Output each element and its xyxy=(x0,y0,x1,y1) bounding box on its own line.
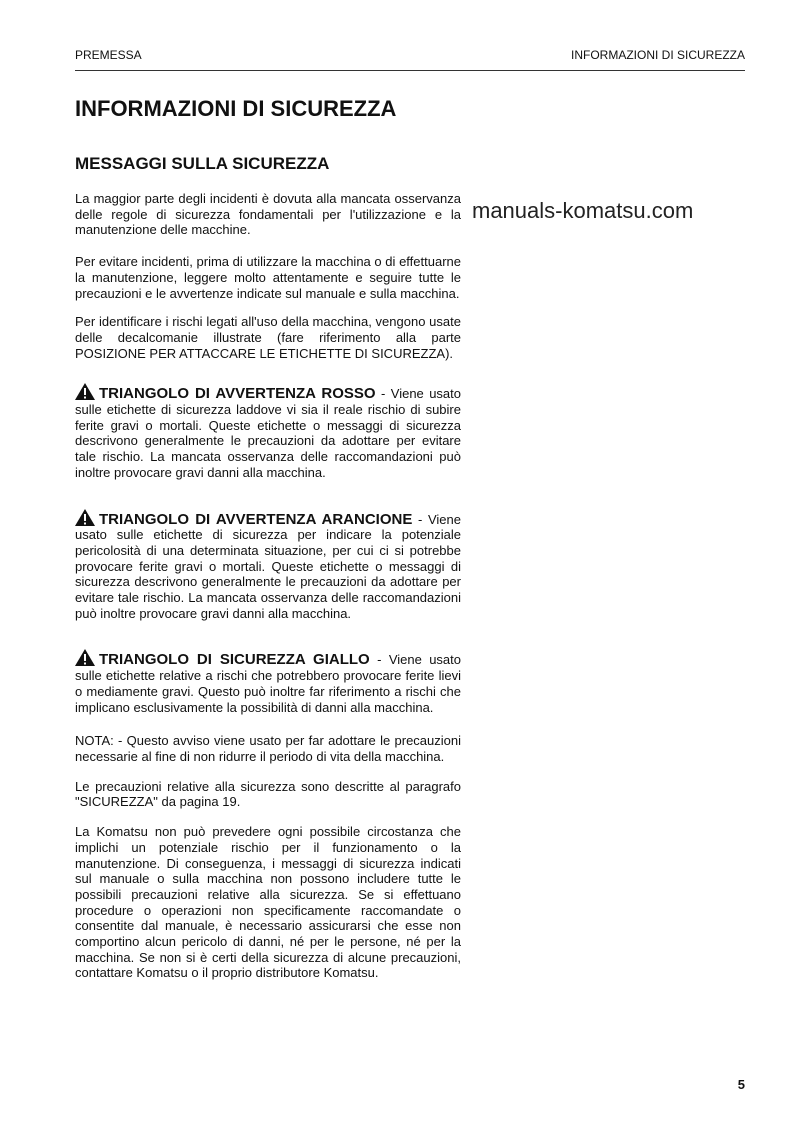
body-text xyxy=(75,191,461,981)
header-divider xyxy=(75,70,745,71)
paragraph-intro: La maggior parte degli incidenti è dovuta alla mancata osservanza delle regole di sicurezza fondamentali per l'utilizzazione e la manutenzione delle macchine. xyxy=(75,191,461,238)
section-title: MESSAGGI SULLA SICUREZZA xyxy=(75,154,330,173)
note-paragraph: NOTA: - Questo avviso viene usato per far adottare le precauzioni necessarie al fine di non ridurre il periodo di vita della macchina. xyxy=(75,733,461,764)
warning-text: - Viene usato sulle etichette di sicurezza per indicare la potenziale pericolosità di una determinata situazione, per cui ci si potrebbe provocare ferite gravi o mortali. Queste etichette o messaggi di sicurezza descrivono generalmente le precauzioni da adottare per evitare tale rischio. La mancata osservanza delle raccomandazioni può inoltre provocare gravi danni alla macchina. xyxy=(75,511,461,621)
page-number: 5 xyxy=(737,1077,745,1092)
warning-red xyxy=(75,383,461,480)
page-title: INFORMAZIONI DI SICUREZZA xyxy=(75,96,397,121)
precautions-paragraph: Le precauzioni relative alla sicurezza sono descritte al paragrafo "SICUREZZA" da pagina 19. xyxy=(75,778,461,810)
header-section-left: PREMESSA xyxy=(75,48,142,62)
warning-text: - Viene usato sulle etichette di sicurezza laddove vi sia il reale rischio di subire ferite gravi o mortali. Queste etichette o messaggi di sicurezza descrivono generalmente le precauzioni da adottare per evitare tale rischio. La mancata osservanza delle raccomandazioni può inoltre provocare gravi danni alla macchina. xyxy=(75,386,462,480)
header-section-right: INFORMAZIONI DI SICUREZZA xyxy=(571,48,745,62)
paragraph-avoid: Per evitare incidenti, prima di utilizzare la macchina o di effettuarne la manutenzione, leggere molto attentamente e seguire tutte le precauzioni e le avvertenze indicate sul manuale e sulla macchina. xyxy=(75,254,461,301)
watermark: manuals-komatsu.com xyxy=(472,198,694,223)
paragraph-identify: Per identificare i rischi legati all'uso della macchina, vengono usate delle decalcomanie illustrate (fare riferimento alla parte POSIZIONE PER ATTACCARE LE ETICHETTE DI SICUREZZA). xyxy=(75,314,461,361)
komatsu-paragraph: La Komatsu non può prevedere ogni possibile circostanza che implichi un potenziale rischio per il funzionamento o la manutenzione. Di conseguenza, i messaggi di sicurezza indicati sul manuale o sulla macchina non possono includere tutte le possibili precauzioni relative alla sicurezza. Se si effettuano procedure o operazioni non specificamente raccomandate o consentite dal manuale, è necessario assicurarsi che esse non comportino alcun pericolo di danni, né per le persone, né per la macchina. Se non si è certi della sicurezza di alcune precauzioni, contattare Komatsu o il proprio distributore Komatsu. xyxy=(75,824,461,981)
warning-text: - Viene usato sulle etichette relative a rischi che potrebbero provocare ferite lievi o mediamente gravi. Questo può inoltre far riferimento a rischi che implicano esclusivamente la possibilità di danni alla macchina. xyxy=(75,652,462,715)
warning-triangle-icon xyxy=(75,649,95,666)
warning-title: TRIANGOLO DI AVVERTENZA ARANCIONE xyxy=(99,510,413,528)
warning-title: TRIANGOLO DI SICUREZZA GIALLO xyxy=(99,651,370,669)
warning-title: TRIANGOLO DI AVVERTENZA ROSSO xyxy=(99,385,376,403)
warning-triangle-icon xyxy=(75,509,95,526)
warning-triangle-icon xyxy=(75,383,95,400)
warning-orange xyxy=(75,509,461,622)
warning-yellow xyxy=(75,649,461,715)
